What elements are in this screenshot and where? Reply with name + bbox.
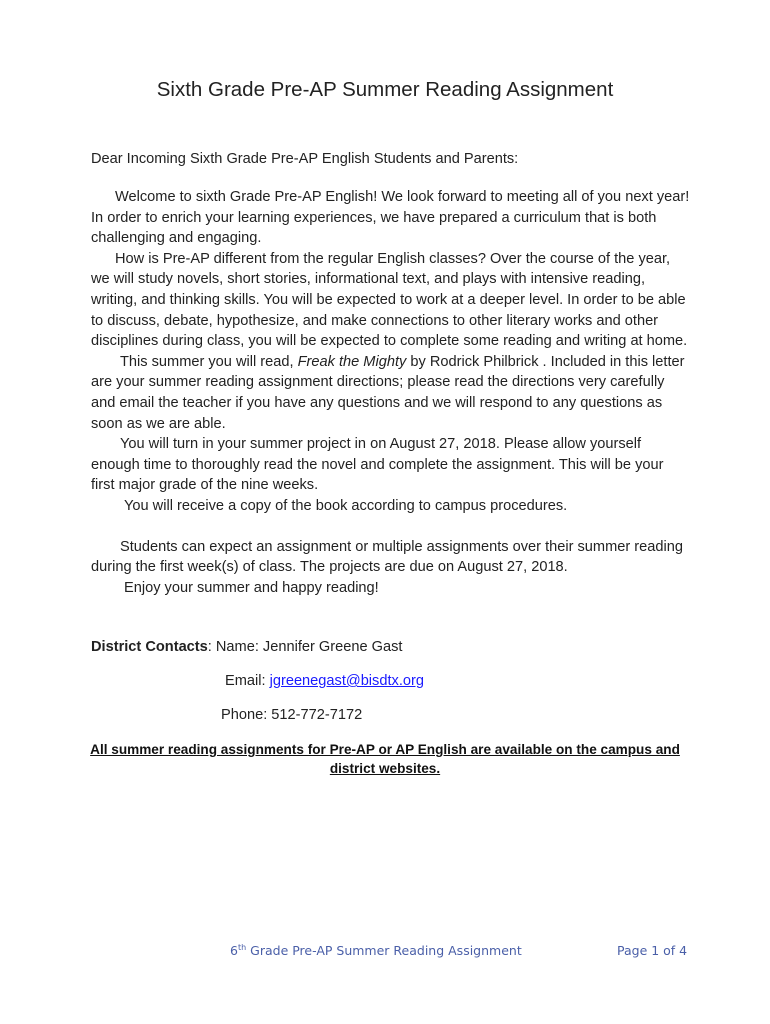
- paragraph-book-copy: You will receive a copy of the book according to campus procedures.: [124, 497, 568, 514]
- paragraph-assignments: Students can expect an assignment or multiple assignments over their summer reading during the first week(s) of class. The projects are due on August 27, 2018.: [91, 538, 683, 576]
- book-details-text: by Rodrick Philbrick . Included in this letter are your summer reading assignment directions; please read the directions very carefully and email the teacher if you have any questions and we will respond to any questions as soon as we are able.: [91, 353, 685, 432]
- paragraph-closing: Enjoy your summer and happy reading!: [124, 579, 379, 596]
- email-link[interactable]: jgreenegast@bisdtx.org: [269, 673, 424, 689]
- footer-title: [230, 943, 522, 958]
- page-number: Page 1 of 4: [617, 943, 688, 958]
- book-title: Freak the Mighty: [297, 353, 407, 370]
- paragraph-pre-ap: How is Pre-AP different from the regular English classes? Over the course of the year, we will study novels, short stories, informational text, and plays with intensive reading, writing, and thinking skills. You will be expected to work at a deeper level. In order to be able to discuss, debate, hypothesize, and make connections to other literary works and other disciplines during class, you will be expected to complete some reading and writing at home.: [91, 250, 688, 350]
- contact-name: : Name: Jennifer Greene Gast: [207, 639, 403, 655]
- page-title: Sixth Grade Pre-AP Summer Reading Assignment: [156, 78, 614, 101]
- footer-grade-number: 6: [230, 943, 238, 959]
- contact-phone: Phone: 512-772-7172: [221, 707, 363, 723]
- email-label: Email:: [225, 673, 270, 689]
- paragraph-spacer: [91, 517, 691, 537]
- book-intro-text: This summer you will read,: [120, 353, 298, 370]
- paragraph-welcome: Welcome to sixth Grade Pre-AP English! We look forward to meeting all of you next year! In order to enrich your learning experiences, we have prepared a curriculum that is both challenging and engaging.: [91, 189, 690, 247]
- contact-email-row: [225, 673, 424, 689]
- footer-title-text: Grade Pre-AP Summer Reading Assignment: [246, 943, 522, 959]
- salutation: Dear Incoming Sixth Grade Pre-AP English Students and Parents:: [91, 151, 519, 167]
- paragraph-book: [91, 352, 691, 434]
- paragraph-due-date: You will turn in your summer project in on August 27, 2018. Please allow yourself enough time to thoroughly read the novel and complete the assignment. This will be your first major grade of the nine weeks.: [91, 436, 664, 494]
- footer-grade-suffix: th: [237, 943, 247, 952]
- contact-name-row: [91, 639, 402, 655]
- notice-text: All summer reading assignments for Pre-AP or AP English are available on the campus and district websites.: [90, 742, 680, 776]
- letter-body: [91, 187, 691, 598]
- contacts-label: District Contacts: [91, 639, 208, 655]
